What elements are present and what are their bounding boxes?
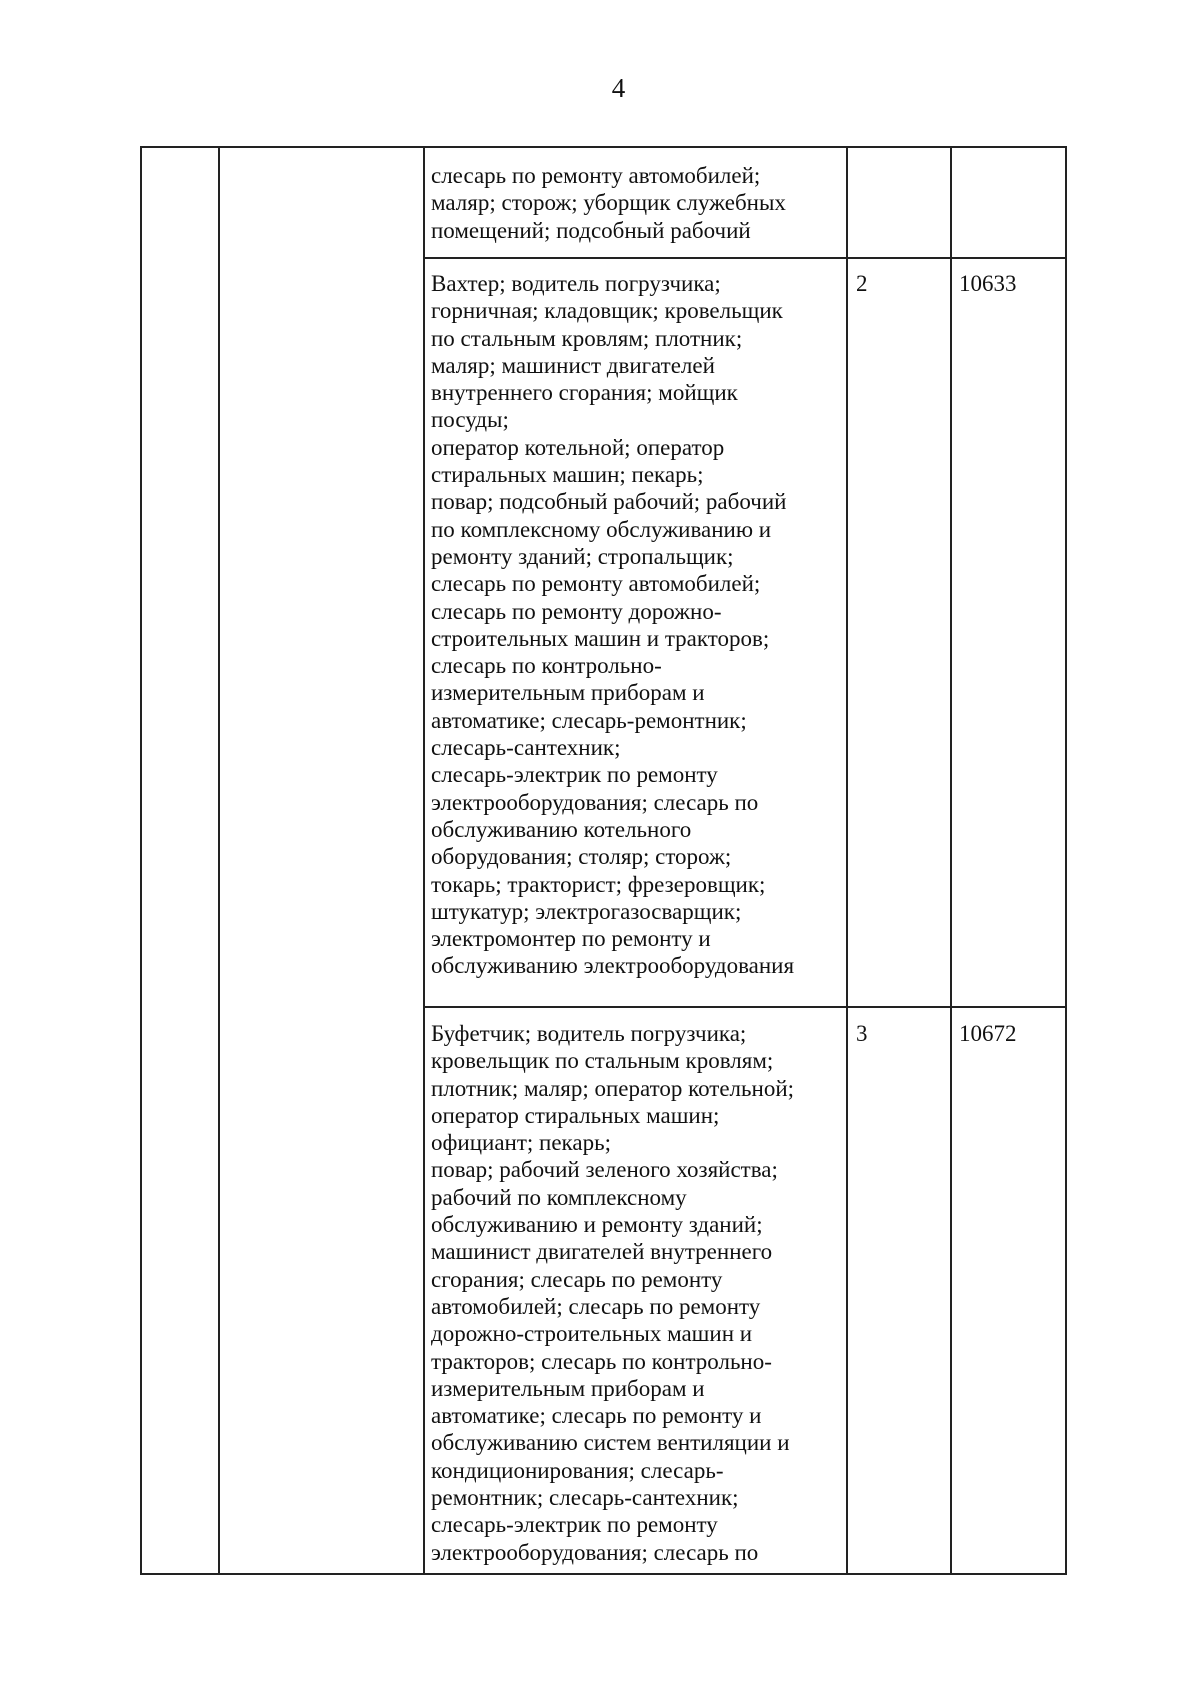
row-3-line: измерительным приборам и — [431, 1375, 705, 1401]
row-2-line: токарь; тракторист; фрезеровщик; — [431, 871, 766, 897]
row-3-line: кровельщик по стальным кровлям; — [431, 1048, 774, 1074]
row-3-line: слесарь-электрик по ремонту — [431, 1512, 718, 1538]
row-2-line: измерительным приборам и — [431, 680, 705, 706]
row-3-line: рабочий по комплексному — [431, 1184, 687, 1210]
row-3-line: повар; рабочий зеленого хозяйства; — [431, 1157, 778, 1183]
column-divider-3 — [846, 148, 848, 1573]
row-3-line: ремонтник; слесарь-сантехник; — [431, 1485, 739, 1511]
table-border-left — [140, 148, 142, 1573]
row-divider-1 — [423, 257, 1067, 259]
row-2-line: автоматике; слесарь-ремонтник; — [431, 707, 747, 733]
column-divider-4 — [950, 148, 952, 1573]
row-2-line: слесарь по ремонту дорожно- — [431, 598, 722, 624]
column-divider-1 — [218, 148, 220, 1573]
row-1-description — [431, 162, 836, 244]
row-3-line: машинист двигателей внутреннего — [431, 1239, 773, 1265]
row-2-line: по стальным кровлям; плотник; — [431, 325, 743, 351]
row-3-line: сгорания; слесарь по ремонту — [431, 1266, 723, 1292]
row-2-description — [431, 270, 836, 980]
row-2-line: оборудования; столяр; сторож; — [431, 844, 732, 870]
row-2-line: электромонтер по ремонту и — [431, 926, 711, 952]
row-1-line: слесарь по ремонту автомобилей; — [431, 163, 761, 188]
row-2-line: ремонту зданий; стропальщик; — [431, 543, 734, 569]
row-2-line: обслуживанию котельного — [431, 816, 692, 842]
row-2-line: посуды; — [431, 407, 509, 433]
page-number: 4 — [611, 73, 626, 103]
row-1-line: помещений; подсобный рабочий — [431, 217, 751, 243]
row-2-line: штукатур; электрогазосварщик; — [431, 898, 742, 924]
row-3-line: автомобилей; слесарь по ремонту — [431, 1293, 761, 1319]
row-3-line: Буфетчик; водитель погрузчика; — [431, 1021, 747, 1046]
row-2-line: строительных машин и тракторов; — [431, 625, 770, 651]
row-2-line: внутреннего сгорания; мойщик — [431, 380, 738, 406]
row-2-line: Вахтер; водитель погрузчика; — [431, 271, 721, 296]
row-2-line: по комплексному обслуживанию и — [431, 516, 772, 542]
row-3-line: плотник; маляр; оператор котельной; — [431, 1075, 795, 1101]
row-3-category: 3 — [856, 1021, 868, 1046]
professions-table — [140, 146, 1067, 1575]
row-3-line: оператор стиральных машин; — [431, 1102, 720, 1128]
row-3-line: кондиционирования; слесарь- — [431, 1457, 724, 1483]
row-2-line: горничная; кладовщик; кровельщик — [431, 298, 783, 324]
row-3-code: 10672 — [959, 1021, 1017, 1046]
row-2-line: электрооборудования; слесарь по — [431, 789, 759, 815]
column-divider-2 — [423, 148, 425, 1573]
row-2-line: обслуживанию электрооборудования — [431, 953, 795, 979]
row-2-line: оператор котельной; оператор — [431, 434, 725, 460]
row-3-line: обслуживанию и ремонту зданий; — [431, 1212, 763, 1238]
row-2-line: слесарь-электрик по ремонту — [431, 762, 718, 788]
row-3-line: дорожно-строительных машин и — [431, 1321, 753, 1347]
row-2-code: 10633 — [959, 271, 1017, 296]
table-border-right — [1065, 148, 1067, 1573]
row-3-line: электрооборудования; слесарь по — [431, 1539, 759, 1565]
row-2-line: повар; подсобный рабочий; рабочий — [431, 489, 787, 515]
row-3-line: тракторов; слесарь по контрольно- — [431, 1348, 772, 1374]
row-1-line: маляр; сторож; уборщик служебных — [431, 190, 786, 216]
row-2-line: слесарь по ремонту автомобилей; — [431, 571, 761, 597]
row-2-line: слесарь по контрольно- — [431, 653, 662, 679]
row-2-line: маляр; машинист двигателей — [431, 352, 715, 378]
row-2-category: 2 — [856, 271, 868, 296]
row-2-line: слесарь-сантехник; — [431, 735, 621, 761]
row-divider-2 — [423, 1006, 1067, 1008]
row-3-line: автоматике; слесарь по ремонту и — [431, 1403, 762, 1429]
row-2-line: стиральных машин; пекарь; — [431, 462, 704, 488]
row-3-description — [431, 1020, 836, 1566]
row-3-line: обслуживанию систем вентиляции и — [431, 1430, 790, 1456]
row-3-line: официант; пекарь; — [431, 1130, 611, 1156]
